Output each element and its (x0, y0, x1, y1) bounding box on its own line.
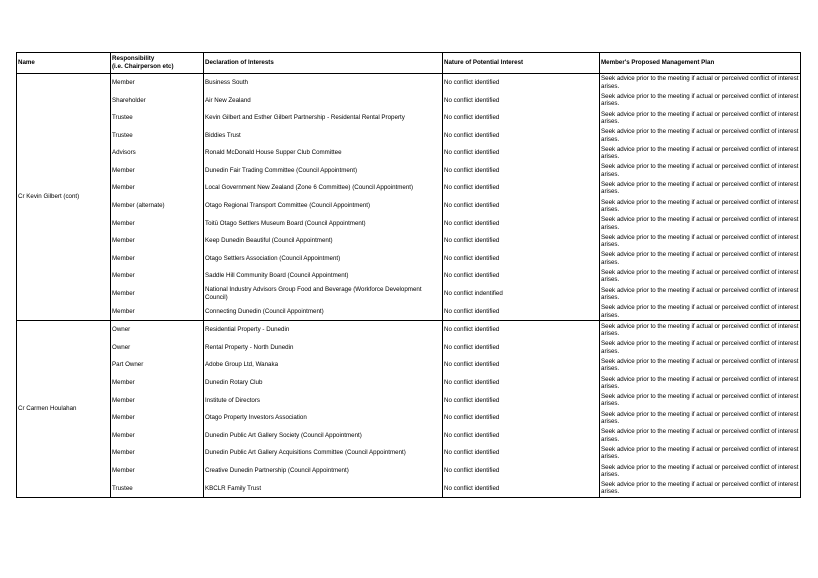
nature-cell: No conflict identified (443, 339, 600, 357)
table-row (17, 268, 801, 286)
responsibility-cell: Trustee (111, 127, 204, 145)
nature-cell: No conflict identified (443, 162, 600, 180)
declaration-cell: National Industry Advisors Group Food and Beverage (Workforce Development Council) (204, 285, 443, 303)
nature-cell: No conflict identified (443, 357, 600, 375)
nature-cell: No conflict identified (443, 92, 600, 110)
responsibility-cell: Member (111, 74, 204, 92)
table-row (17, 374, 801, 392)
nature-cell: No conflict identified (443, 109, 600, 127)
responsibility-cell: Member (111, 444, 204, 462)
responsibility-cell: Member (111, 462, 204, 480)
plan-cell: Seek advice prior to the meeting if actual or perceived conflict of interest arises. (600, 427, 801, 445)
nature-cell: No conflict indentified (443, 285, 600, 303)
table-row (17, 127, 801, 145)
table-header (17, 53, 801, 74)
declaration-cell: Otago Settlers Association (Council Appointment) (204, 250, 443, 268)
table-row (17, 409, 801, 427)
plan-cell: Seek advice prior to the meeting if actual or perceived conflict of interest arises. (600, 215, 801, 233)
declaration-cell: Otago Property Investors Association (204, 409, 443, 427)
table-row (17, 480, 801, 498)
interests-register-table (16, 52, 801, 498)
declaration-cell: Dunedin Public Art Gallery Acquisitions Committee (Council Appointment) (204, 444, 443, 462)
table-row (17, 162, 801, 180)
plan-cell: Seek advice prior to the meeting if actual or perceived conflict of interest arises. (600, 357, 801, 375)
plan-cell: Seek advice prior to the meeting if actual or perceived conflict of interest arises. (600, 268, 801, 286)
member-name: Cr Carmen Houlahan (17, 321, 111, 498)
declaration-cell: Dunedin Rotary Club (204, 374, 443, 392)
responsibility-cell: Member (111, 409, 204, 427)
member-name: Cr Kevin Gilbert (cont) (17, 74, 111, 321)
declaration-cell: Local Government New Zealand (Zone 6 Committee) (Council Appointment) (204, 180, 443, 198)
plan-cell: Seek advice prior to the meeting if actual or perceived conflict of interest arises. (600, 374, 801, 392)
responsibility-cell: Shareholder (111, 92, 204, 110)
table-row (17, 427, 801, 445)
table-row (17, 109, 801, 127)
nature-cell: No conflict identified (443, 180, 600, 198)
nature-cell: No conflict identified (443, 144, 600, 162)
responsibility-cell: Member (111, 232, 204, 250)
plan-cell: Seek advice prior to the meeting if actual or perceived conflict of interest arises. (600, 321, 801, 339)
plan-cell: Seek advice prior to the meeting if actual or perceived conflict of interest arises. (600, 144, 801, 162)
declaration-cell: Kevin Gilbert and Esther Gilbert Partnership - Residental Rental Property (204, 109, 443, 127)
header-row (17, 53, 801, 74)
plan-cell: Seek advice prior to the meeting if actual or perceived conflict of interest arises. (600, 462, 801, 480)
table-row (17, 321, 801, 339)
header-responsibility-line2: (i.e. Chairperson etc) (112, 63, 174, 70)
table-row (17, 339, 801, 357)
nature-cell: No conflict identified (443, 321, 600, 339)
table-row (17, 74, 801, 92)
responsibility-cell: Trustee (111, 109, 204, 127)
declaration-cell: Dunedin Fair Trading Committee (Council Appointment) (204, 162, 443, 180)
table-row (17, 462, 801, 480)
header-name: Name (17, 53, 111, 74)
nature-cell: No conflict identified (443, 303, 600, 321)
plan-cell: Seek advice prior to the meeting if actual or perceived conflict of interest arises. (600, 303, 801, 321)
plan-cell: Seek advice prior to the meeting if actual or perceived conflict of interest arises. (600, 250, 801, 268)
responsibility-cell: Member (111, 285, 204, 303)
responsibility-cell: Owner (111, 321, 204, 339)
declaration-cell: Institute of Directors (204, 392, 443, 410)
nature-cell: No conflict identified (443, 74, 600, 92)
table-row (17, 144, 801, 162)
responsibility-cell: Member (alternate) (111, 197, 204, 215)
plan-cell: Seek advice prior to the meeting if actual or perceived conflict of interest arises. (600, 74, 801, 92)
declaration-cell: Biddies Trust (204, 127, 443, 145)
declaration-cell: Ronald McDonald House Supper Club Committee (204, 144, 443, 162)
declaration-cell: Residential Property - Dunedin (204, 321, 443, 339)
declaration-cell: Dunedin Public Art Gallery Society (Council Appointment) (204, 427, 443, 445)
responsibility-cell: Member (111, 180, 204, 198)
table-row (17, 92, 801, 110)
plan-cell: Seek advice prior to the meeting if actual or perceived conflict of interest arises. (600, 285, 801, 303)
nature-cell: No conflict identified (443, 409, 600, 427)
nature-cell: No conflict identified (443, 250, 600, 268)
declaration-cell: Keep Dunedin Beautiful (Council Appointment) (204, 232, 443, 250)
declaration-cell: Rental Property - North Dunedin (204, 339, 443, 357)
plan-cell: Seek advice prior to the meeting if actual or perceived conflict of interest arises. (600, 92, 801, 110)
header-declaration: Declaration of Interests (204, 53, 443, 74)
declaration-cell: Otago Regional Transport Committee (Council Appointment) (204, 197, 443, 215)
nature-cell: No conflict identified (443, 232, 600, 250)
plan-cell: Seek advice prior to the meeting if actual or perceived conflict of interest arises. (600, 339, 801, 357)
plan-cell: Seek advice prior to the meeting if actual or perceived conflict of interest arises. (600, 109, 801, 127)
nature-cell: No conflict identified (443, 444, 600, 462)
declaration-cell: KBCLR Family Trust (204, 480, 443, 498)
responsibility-cell: Owner (111, 339, 204, 357)
declaration-cell: Toitū Otago Settlers Museum Board (Council Appointment) (204, 215, 443, 233)
table-row (17, 392, 801, 410)
plan-cell: Seek advice prior to the meeting if actual or perceived conflict of interest arises. (600, 162, 801, 180)
responsibility-cell: Member (111, 215, 204, 233)
nature-cell: No conflict identified (443, 268, 600, 286)
responsibility-cell: Member (111, 162, 204, 180)
header-nature: Nature of Potential Interest (443, 53, 600, 74)
table-row (17, 285, 801, 303)
header-responsibility-line1: Responsibility (112, 55, 155, 63)
responsibility-cell: Part Owner (111, 357, 204, 375)
nature-cell: No conflict identified (443, 392, 600, 410)
plan-cell: Seek advice prior to the meeting if actual or perceived conflict of interest arises. (600, 232, 801, 250)
declaration-cell: Business South (204, 74, 443, 92)
declaration-cell: Air New Zealand (204, 92, 443, 110)
table-row (17, 303, 801, 321)
nature-cell: No conflict identified (443, 215, 600, 233)
table-row (17, 250, 801, 268)
nature-cell: No conflict identified (443, 480, 600, 498)
nature-cell: No conflict identified (443, 427, 600, 445)
table-row (17, 444, 801, 462)
table-row (17, 180, 801, 198)
header-responsibility (111, 53, 204, 74)
table-row (17, 357, 801, 375)
responsibility-cell: Member (111, 303, 204, 321)
plan-cell: Seek advice prior to the meeting if actual or perceived conflict of interest arises. (600, 197, 801, 215)
nature-cell: No conflict identified (443, 462, 600, 480)
responsibility-cell: Member (111, 427, 204, 445)
responsibility-cell: Trustee (111, 480, 204, 498)
header-plan: Member's Proposed Management Plan (600, 53, 801, 74)
plan-cell: Seek advice prior to the meeting if actual or perceived conflict of interest arises. (600, 127, 801, 145)
table-row (17, 215, 801, 233)
responsibility-cell: Member (111, 392, 204, 410)
responsibility-cell: Advisors (111, 144, 204, 162)
plan-cell: Seek advice prior to the meeting if actual or perceived conflict of interest arises. (600, 392, 801, 410)
responsibility-cell: Member (111, 374, 204, 392)
plan-cell: Seek advice prior to the meeting if actual or perceived conflict of interest arises. (600, 180, 801, 198)
responsibility-cell: Member (111, 268, 204, 286)
nature-cell: No conflict identified (443, 127, 600, 145)
plan-cell: Seek advice prior to the meeting if actual or perceived conflict of interest arises. (600, 480, 801, 498)
responsibility-cell: Member (111, 250, 204, 268)
table-row (17, 232, 801, 250)
declaration-cell: Creative Dunedin Partnership (Council Appointment) (204, 462, 443, 480)
nature-cell: No conflict identified (443, 374, 600, 392)
nature-cell: No conflict identified (443, 197, 600, 215)
declaration-cell: Adobe Group Ltd, Wanaka (204, 357, 443, 375)
plan-cell: Seek advice prior to the meeting if actual or perceived conflict of interest arises. (600, 444, 801, 462)
declaration-cell: Saddle Hill Community Board (Council Appointment) (204, 268, 443, 286)
declaration-cell: Connecting Dunedin (Council Appointment) (204, 303, 443, 321)
plan-cell: Seek advice prior to the meeting if actual or perceived conflict of interest arises. (600, 409, 801, 427)
table-row (17, 197, 801, 215)
table-body (17, 74, 801, 498)
